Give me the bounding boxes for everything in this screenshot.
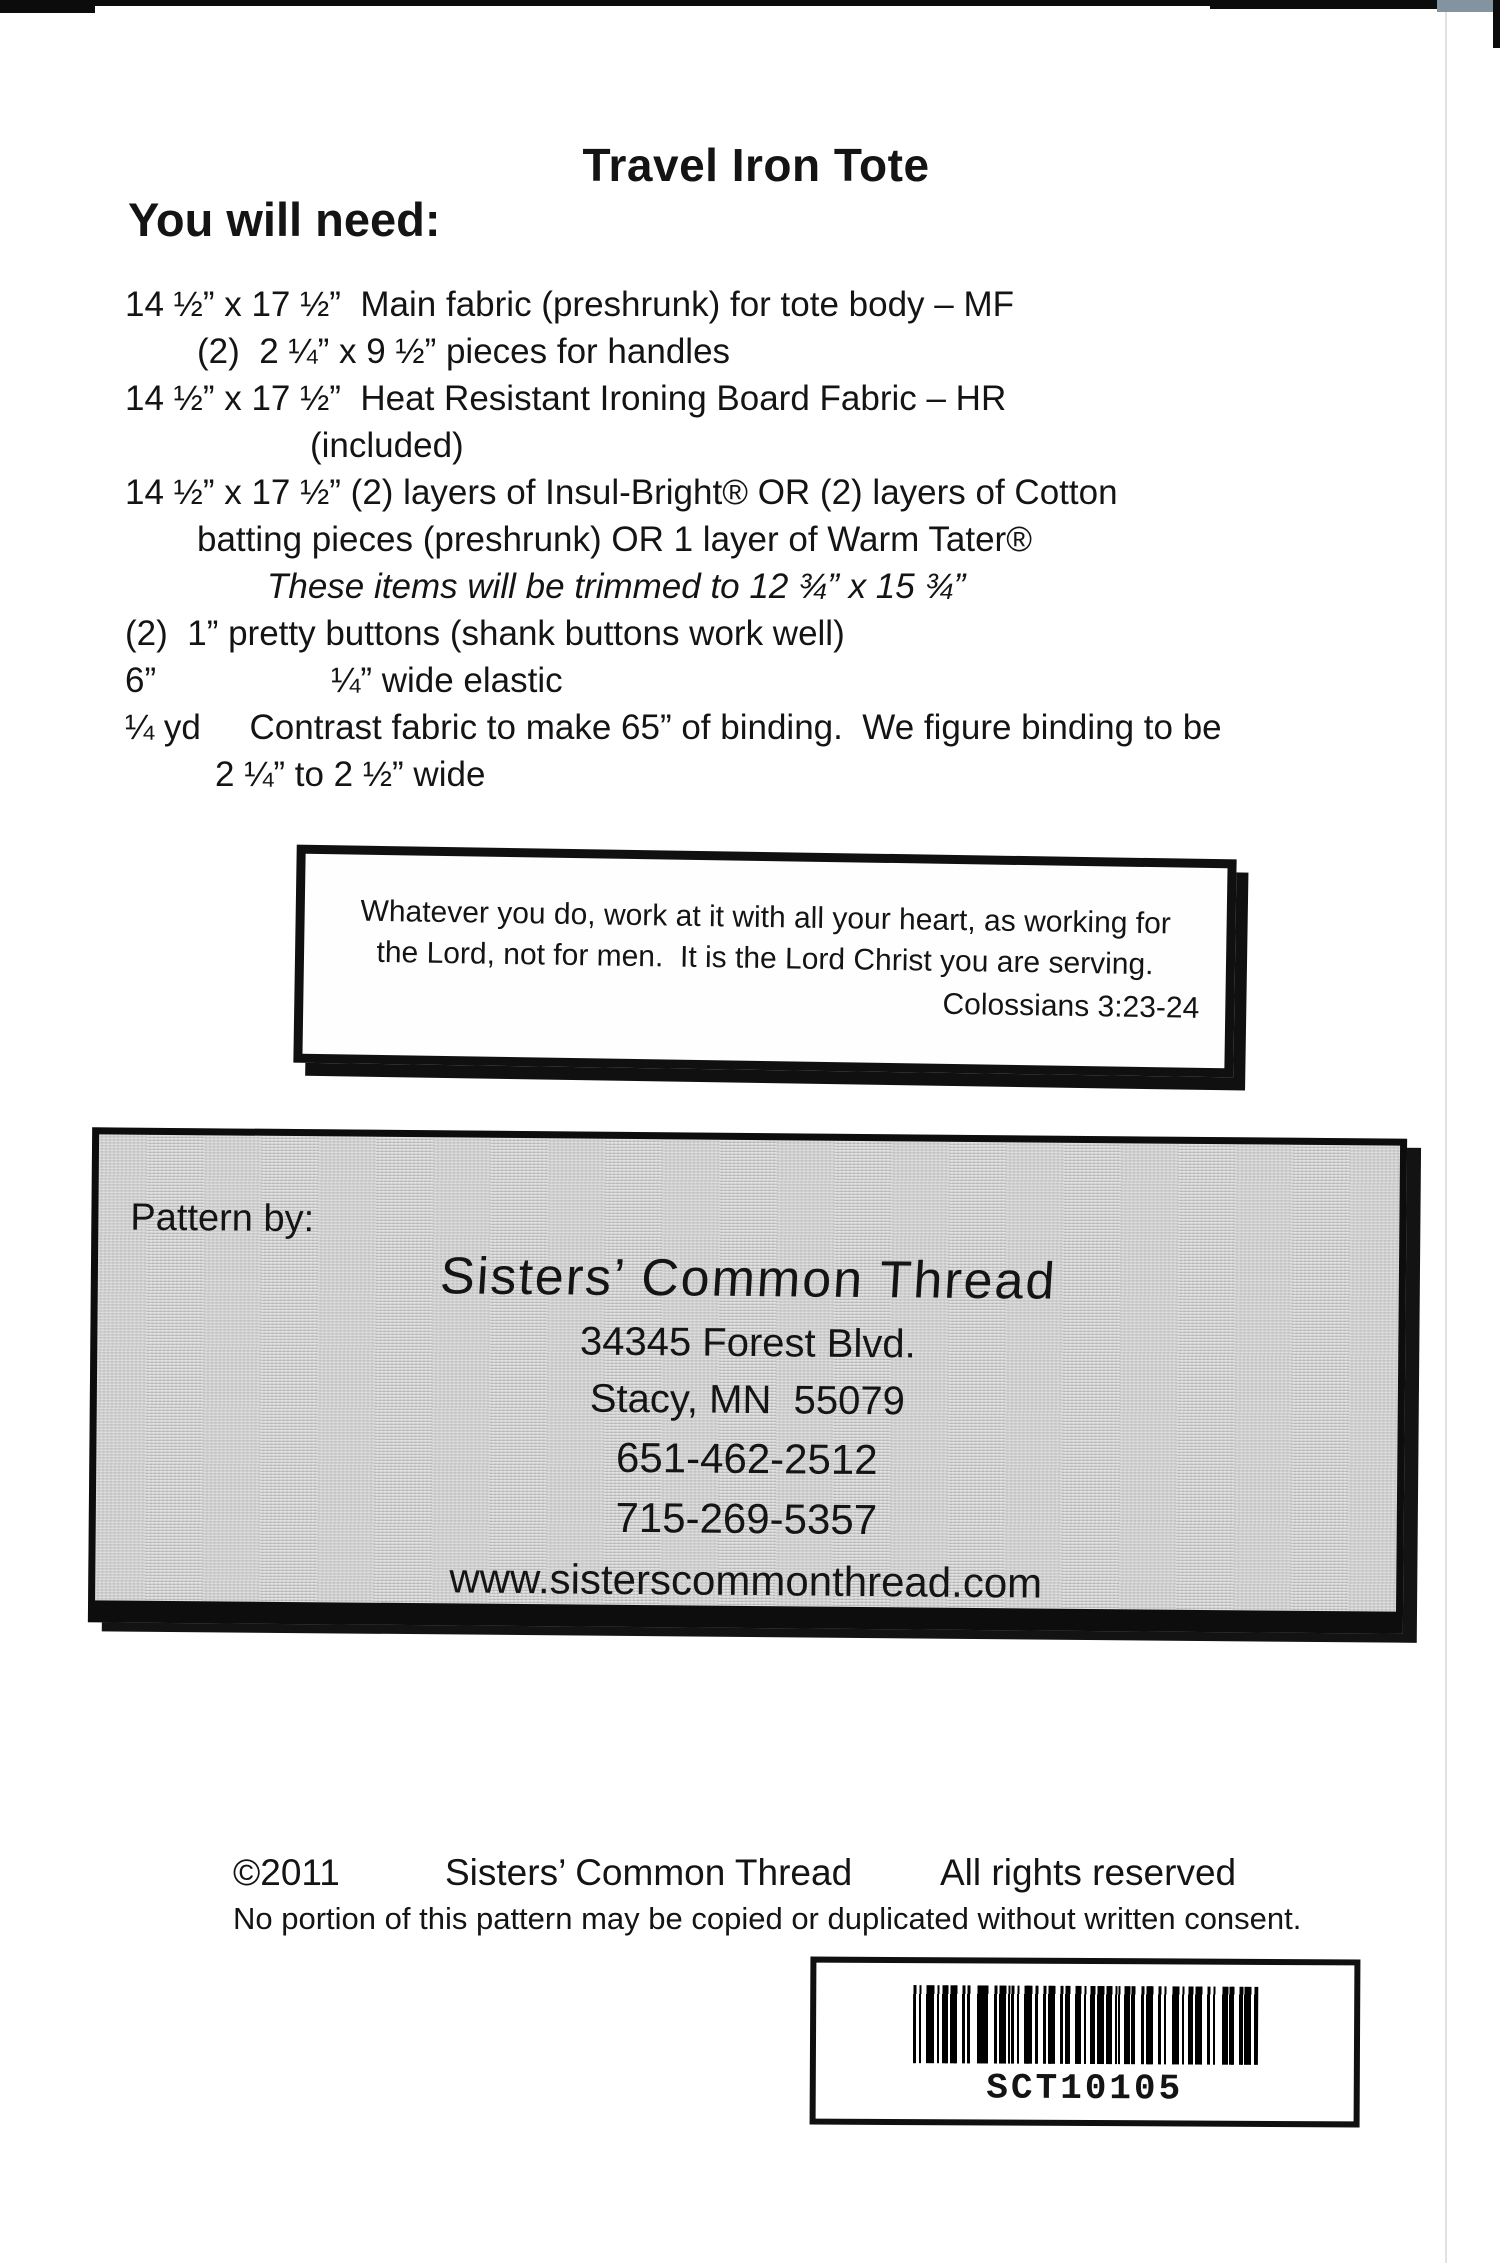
barcode-box: [810, 1957, 1361, 2128]
copyright-row: [0, 1852, 1500, 1902]
barcode-value: SCT10105: [986, 2067, 1184, 2110]
material-line: 14 ½” x 17 ½” Main fabric (preshrunk) for tote body – MF: [125, 285, 1014, 324]
material-line: 14 ½” x 17 ½” Heat Resistant Ironing Board Fabric – HR: [125, 379, 1007, 418]
publisher-name: Sisters’ Common Thread: [438, 1247, 1059, 1311]
publisher-phone-1: 651-462-2512: [615, 1433, 878, 1484]
scan-artifact: [1445, 12, 1447, 2263]
scan-artifact: [1210, 0, 1445, 9]
publisher-phone-2: 715-269-5357: [615, 1493, 878, 1544]
copyright-owner: Sisters’ Common Thread: [445, 1852, 853, 1893]
pattern-by-label: Pattern by:: [130, 1196, 315, 1241]
copyright-rights: All rights reserved: [940, 1852, 1237, 1893]
barcode-bars: [912, 1985, 1257, 2065]
scan-artifact: [1437, 0, 1500, 12]
copyright-notice: No portion of this pattern may be copied or duplicated without written consent.: [233, 1901, 1302, 1936]
material-line: (2) 2 ¼” x 9 ½” pieces for handles: [197, 332, 731, 371]
scripture-quote-box: [293, 845, 1236, 1078]
copyright-year: ©2011: [233, 1852, 340, 1893]
you-will-need-heading: You will need:: [128, 193, 441, 246]
material-line-trim-note: These items will be trimmed to 12 ¾” x 15 ¾”: [267, 567, 966, 606]
material-line: batting pieces (preshrunk) OR 1 layer of Warm Tater®: [197, 520, 1032, 559]
scan-artifact: [1493, 0, 1500, 48]
material-line: (included): [310, 426, 464, 465]
material-line: 14 ½” x 17 ½” (2) layers of Insul-Bright® OR (2) layers of Cotton: [125, 473, 1118, 512]
scan-artifact: [0, 0, 95, 13]
material-line: ¼ yd Contrast fabric to make 65” of binding. We figure binding to be: [125, 708, 1222, 747]
scripture-reference: Colossians 3:23-24: [942, 987, 1200, 1025]
publisher-address-line2: Stacy, MN 55079: [589, 1376, 906, 1424]
page-title: Travel Iron Tote: [582, 139, 930, 191]
material-line: 2 ¼” to 2 ½” wide: [215, 755, 486, 794]
publisher-address-line1: 34345 Forest Blvd.: [579, 1319, 916, 1367]
scripture-quote-text: Whatever you do, work at it with all your heart, as working for the Lord, not for men. It is the Lord Christ you are serving.: [360, 894, 1180, 982]
materials-list: [0, 281, 1420, 798]
material-line: (2) 1” pretty buttons (shank buttons work well): [125, 614, 845, 653]
publisher-box: [88, 1127, 1407, 1633]
publisher-website: www.sisterscommonthread.com: [449, 1554, 1043, 1607]
material-line: 6” ¼” wide elastic: [125, 661, 563, 700]
